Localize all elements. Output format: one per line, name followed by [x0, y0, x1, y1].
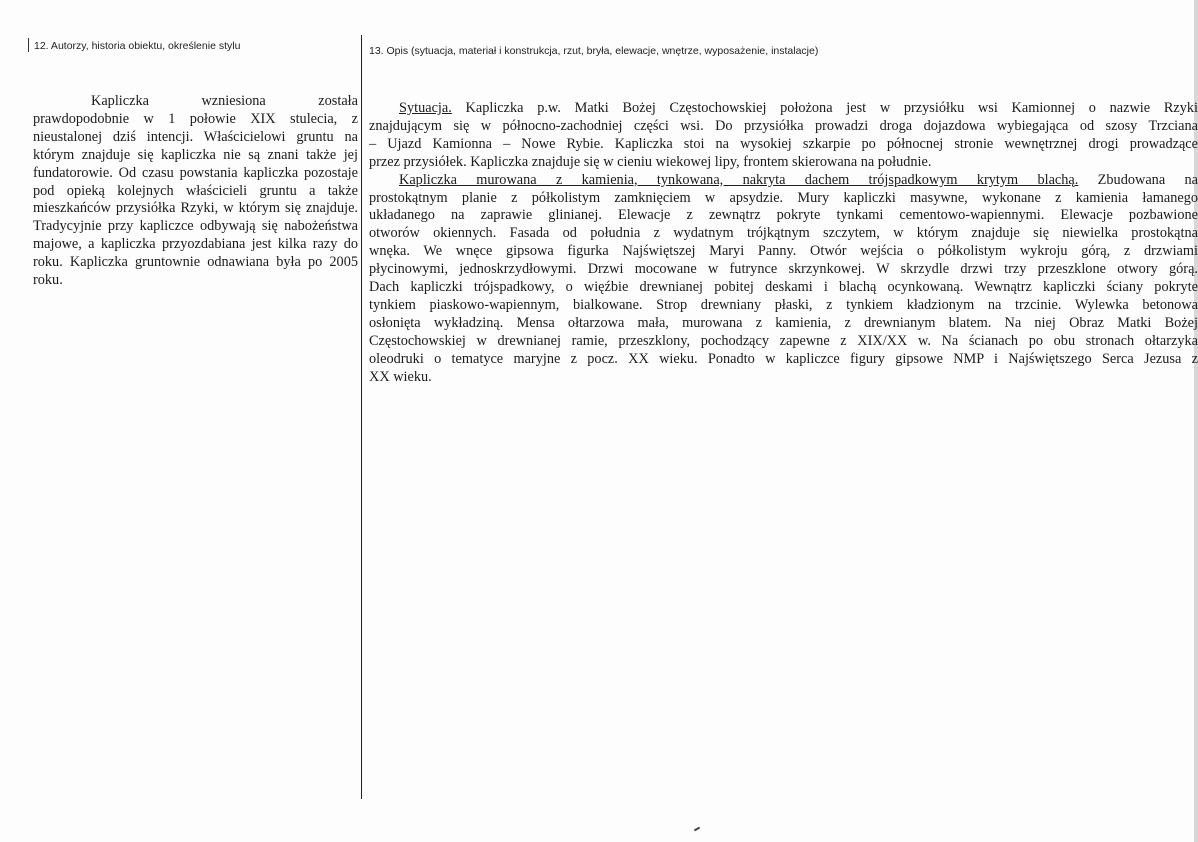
description-line: XX wieku.: [369, 368, 432, 385]
description-line: osłonięta wykładziną. Mensa ołtarzowa mała, murowana z kamienia, z drewnianym blatem. Na niej Obraz Matki Bożej: [369, 314, 1198, 331]
description-line: Kapliczka murowana z kamienia, tynkowana, nakryta dachem trójspadkowym krytym blachą. Zbudowana na: [399, 171, 1198, 188]
description-line: prostokątnym planie z półkolistym zamknięciem w apsydzie. Mury kapliczki masywne, wykonane z kamienia łamanego: [369, 189, 1198, 206]
description-line: tynkiem piaskowo-wapiennym, bialkowane. Strop drewniany płaski, z tynkiem kładzionym na trzcinie. Wylewka betonowa: [369, 296, 1198, 313]
description-line: – Ujazd Kamionna – Nowe Rybie. Kapliczka stoi na wysokiej szkarpie po północnej stronie wewnętrznej drogi prowadzące: [369, 135, 1198, 152]
description-line: płycinowymi, jednoskrzydłowymi. Drzwi mocowane w futrynce skrzynkowej. W skrzydle drzwi trzy przeszklone otwory górą.: [369, 261, 1198, 278]
column-divider: [361, 35, 362, 799]
description-line: przez przysiółek. Kapliczka znajduje się w cieniu wiekowej lipy, frontem skierowana na południe.: [369, 153, 932, 170]
section-12-header: 12. Autorzy, historia obiektu, określenie stylu: [34, 40, 241, 52]
description-line: Dach kapliczki trójspadkowy, o więźbie drewnianej pobitej deskami i blachą ocynkowaną. Wewnątrz kapliczki ściany pokryte: [369, 279, 1198, 296]
scan-speck: [694, 827, 700, 832]
situation-heading: Sytuacja.: [399, 100, 452, 116]
description-line: otworów okiennych. Fasada od południa z wydatnym trójkątnym szczytem, w którym znajduje się niewielka prostokątna: [369, 225, 1198, 242]
construction-heading: Kapliczka murowana z kamienia, tynkowana, nakryta dachem trójspadkowym krytym blachą.: [399, 171, 1079, 188]
description-line: Sytuacja. Kapliczka p.w. Matki Bożej Częstochowskiej położona jest w przysiółku wsi Kamionnej o nazwie Rzyki: [399, 100, 1198, 116]
description-line: wnęka. We wnęce gipsowa figurka Najświętszej Maryi Panny. Otwór wejścia o półkolistym wykroju górą, z drzwiami: [369, 243, 1198, 260]
description-line: Częstochowskiej w drewnianej ramie, przeszklony, pochodzący zapewne z XIX/XX w. Na ścianach po obu stronach ołtarzyka: [369, 332, 1198, 349]
description-line: oleodruki o tematyce maryjne z pocz. XX wieku. Ponadto w kapliczce figury gipsowe NMP i Najświętszego Serca Jezusa z: [369, 350, 1198, 367]
section-13-header: 13. Opis (sytuacja, materiał i konstrukcja, rzut, bryła, elewacje, wnętrze, wyposażenie, instalacje): [369, 45, 819, 57]
description-line: układanego na zaprawie glinianej. Elewacje z zewnątrz pokryte tynkami cementowo-wapiennymi. Elewacje pozbawione: [369, 207, 1198, 224]
description-paragraph: [369, 100, 1198, 387]
history-paragraph: Kapliczka wzniesiona została prawdopodobnie w 1 połowie XIX stulecia, z nieustalonej dziś intencji. Właścicielowi gruntu na którym znajduje się kapliczka nie są znani także jej fundatorowie. Od czasu powstania kapliczka pozostaje pod opieką kolejnych właścicieli gruntu a także mieszkańców przysiółka Rzyki, w którym się znajduje. Tradycyjnie przy kapliczce odbywają się nabożeństwa majowe, a kapliczka przyozdabiana jest kilka razy do roku. Kapliczka gruntownie odnawiana była po 2005 roku.: [33, 93, 358, 289]
left-margin-tick: [28, 38, 29, 52]
description-line: znajdującym się w północno-zachodniej części wsi. Do przysiółka prowadzi droga dojazdowa wybiegająca od szosy Trzciana: [369, 117, 1198, 134]
